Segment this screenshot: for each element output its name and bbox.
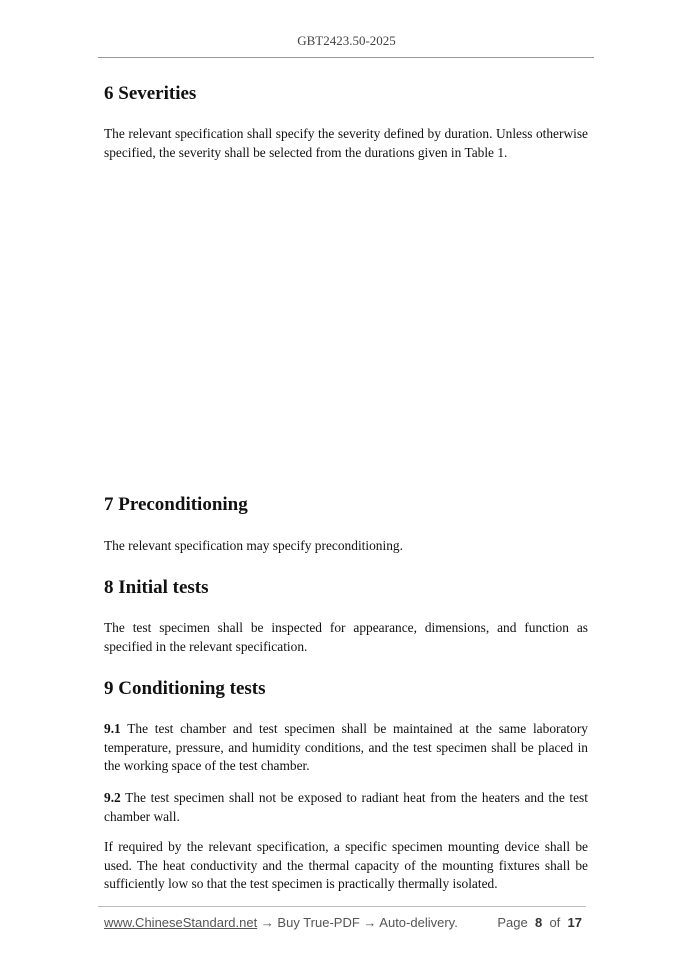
- section-heading-conditioning-tests: 9 Conditioning tests: [104, 678, 266, 699]
- section-heading-initial-tests: 8 Initial tests: [104, 577, 209, 598]
- section-heading-severities: 6 Severities: [104, 83, 197, 104]
- footer-divider: [98, 906, 586, 907]
- section-paragraph-initial-tests: The test specimen shall be inspected for appearance, dimensions, and function as specified in the relevant specification.: [104, 620, 588, 654]
- clause-9-2: [104, 789, 588, 826]
- header-divider: [98, 57, 594, 58]
- clause-text: The test chamber and test specimen shall be maintained at the same laboratory temperature, pressure, and humidity conditions, and the test specimen shall be placed in the working space of the test chamber.: [104, 721, 588, 773]
- clause-number: 9.2: [104, 790, 121, 805]
- clause-9-1: [104, 720, 588, 776]
- page-label: Page: [497, 915, 528, 930]
- site-link[interactable]: www.ChineseStandard.net: [104, 915, 258, 930]
- promo-text: → Buy True-PDF → Auto-delivery.: [257, 915, 458, 930]
- page-of: of: [549, 915, 561, 930]
- section-heading-preconditioning: 7 Preconditioning: [104, 494, 248, 515]
- clause-9-2-paragraph: If required by the relevant specification, a specific specimen mounting device shall be used. The heat conductivity and the thermal capacity of the mounting fixtures shall be sufficiently low so that the test specimen is practically thermally isolated.: [104, 839, 588, 891]
- footer-promo: [104, 915, 458, 930]
- page-total: 17: [567, 915, 582, 930]
- page-footer: [104, 915, 582, 935]
- clause-text: The test specimen shall not be exposed to radiant heat from the heaters and the test chamber wall.: [104, 790, 588, 824]
- section-paragraph-preconditioning: The relevant specification may specify preconditioning.: [104, 538, 403, 553]
- page-current: 8: [534, 915, 543, 930]
- running-header: GBT2423.50-2025: [297, 33, 396, 48]
- section-paragraph-severities: The relevant specification shall specify the severity defined by duration. Unless otherwise specified, the severity shall be selected from the durations given in Table 1.: [104, 126, 588, 160]
- clause-number: 9.1: [104, 721, 121, 736]
- page-number: [497, 915, 582, 930]
